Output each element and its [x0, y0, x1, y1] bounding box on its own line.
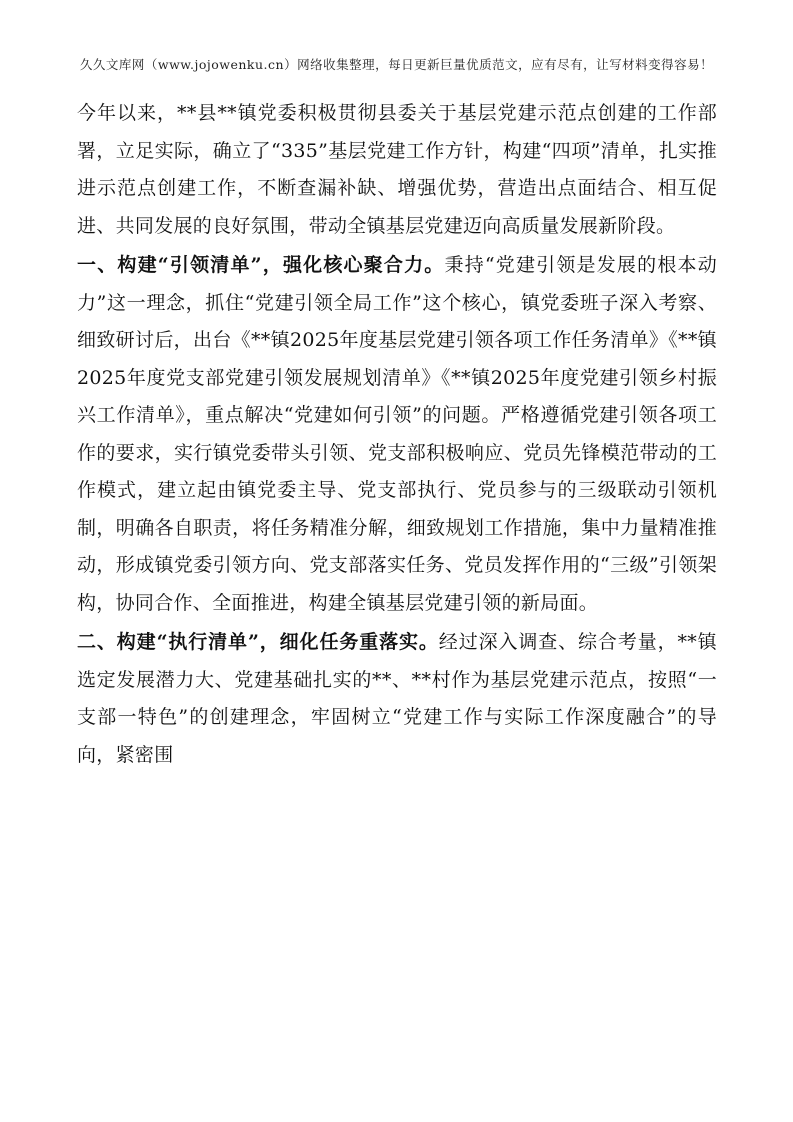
document-body: [77, 95, 717, 774]
section-2-text: 经过深入调查、综合考量，**镇选定发展潜力大、党建基础扎实的**、**村作为基层党建示范点，按照“一支部一特色”的创建理念，牢固树立“党建工作与实际工作深度融合”的导向，紧密围: [77, 631, 717, 766]
paragraph-section-1: [77, 247, 717, 622]
paragraph-intro: [77, 95, 717, 245]
paragraph-section-2: [77, 624, 717, 774]
section-1-heading: 一、构建“引领清单”，强化核心聚合力。: [77, 254, 445, 276]
section-2-heading: 二、构建“执行清单”，细化任务重落实。: [77, 631, 439, 653]
section-1-text: 秉持“党建引领是发展的根本动力”这一理念，抓住“党建引领全局工作”这个核心，镇党委班子深入考察、细致研讨后，出台《**镇2025年度基层党建引领各项工作任务清单》《**镇2025年度党支部党建引领发展规划清单》《**镇2025年度党建引领乡村振兴工作清单》，重点解决“党建如何引领”的问题。严格遵循党建引领各项工作的要求，实行镇党委带头引领、党支部积极响应、党员先锋模范带动的工作模式，建立起由镇党委主导、党支部执行、党员参与的三级联动引领机制，明确各自职责，将任务精准分解，细致规划工作措施，集中力量精准推动，形成镇党委引领方向、党支部落实任务、党员发挥作用的“三级”引领架构，协同合作、全面推进，构建全镇基层党建引领的新局面。: [77, 254, 717, 614]
page-header: 久久文库网（www.jojowenku.cn）网络收集整理，每日更新巨量优质范文，应有尽有，让写材料变得容易！: [79, 57, 714, 72]
paragraph-intro-text: 今年以来，**县**镇党委积极贯彻县委关于基层党建示范点创建的工作部署，立足实际，确立了“335”基层党建工作方针，构建“四项”清单，扎实推进示范点创建工作，不断查漏补缺、增强优势，营造出点面结合、相互促进、共同发展的良好氛围，带动全镇基层党建迈向高质量发展新阶段。: [77, 102, 717, 237]
